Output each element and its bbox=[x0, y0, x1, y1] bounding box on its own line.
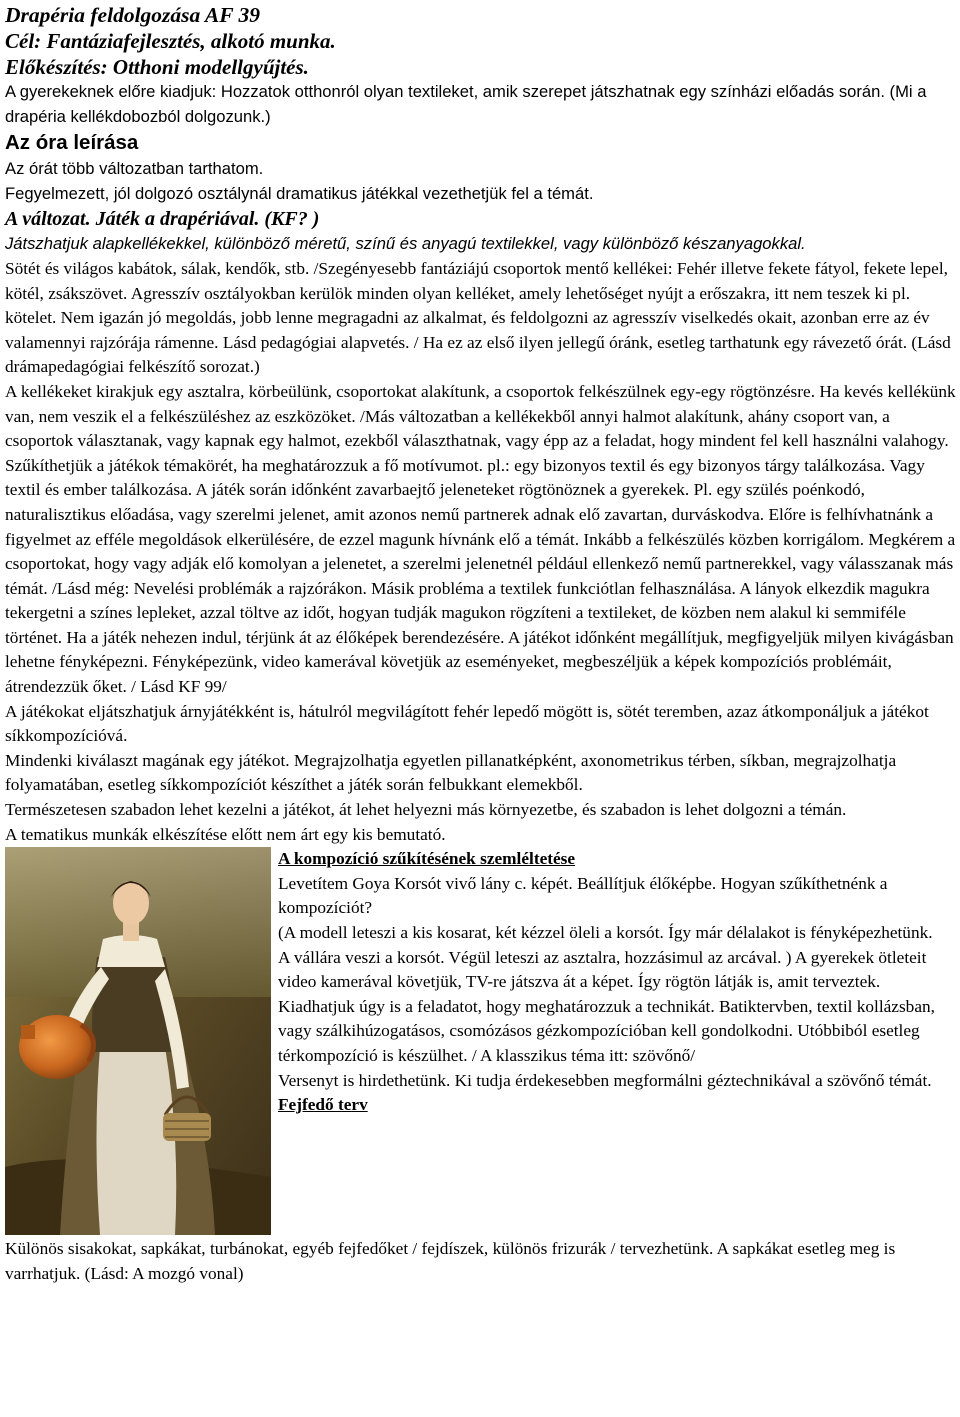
composition-paragraph-1: Levetítem Goya Korsót vivő lány c. képét. Beállítjuk élőképbe. Hogyan szűkíthetnénk a kompozíciót? bbox=[278, 873, 888, 918]
variant-heading: A változat. Játék a drapériával. (KF? ) bbox=[5, 208, 320, 231]
headwear-paragraph: Különös sisakokat, sapkákat, turbánokat, egyéb fejfedőket / fejdíszek, különös frizurák / tervezhetünk. A sapkákat esetleg meg is varrhatjuk. (Lásd: A mozgó vonal) bbox=[5, 1239, 896, 1283]
body-paragraph-4: A játékokat eljátszhatjuk árnyjátékként is, hátulról megvilágított fehér lepedő mögött is, sötét teremben, azaz átkomponáljuk a játékot síkkompozícióvá. bbox=[5, 701, 929, 746]
document-title: Drapéria feldolgozása AF 39 bbox=[5, 3, 261, 27]
goal-line: Cél: Fantáziafejlesztés, alkotó munka. bbox=[5, 29, 336, 53]
body-paragraph-1: Sötét és világos kabátok, sálak, kendők, stb. /Szegényesebb fantáziájú csoportok mentő kellékei: Fehér illetve fekete fátyol, fekete lepel, kötél, zsákszövet. Agresszív osztályokban kerülök minden olyan kelléket, amely lehetőséget nyújt a erőszakra, itt nem teszek ki pl. kötelet. Nem igazán jó megoldás, jobb lenne megragadni az alkalmat, és feldolgozni az agresszív viselkedés okait, azonban erre az év valamennyi rajzórája rámenne. Lásd pedagógiai alapvetés. / Ha ez az első ilyen jellegű óránk, esetleg tarthatunk egy rávezető órát. (Lásd drámapedagógiai felkészítő sorozat.) bbox=[5, 258, 951, 377]
body-paragraph-7: A tematikus munkák elkészítése előtt nem árt egy kis bemutató. bbox=[5, 824, 446, 844]
section-paragraph-2: Fegyelmezett, jól dolgozó osztálynál dramatikus játékkal vezethetjük fel a témát. bbox=[5, 183, 594, 203]
composition-text-column bbox=[278, 847, 958, 1118]
preparation-line: Előkészítés: Otthoni modellgyűjtés. bbox=[5, 55, 309, 79]
composition-section bbox=[5, 847, 956, 1237]
section-paragraph-1: Az órát több változatban tarthatom. bbox=[5, 159, 264, 179]
section-heading: Az óra leírása bbox=[5, 131, 139, 155]
composition-heading: A kompozíció szűkítésének szemléltetése bbox=[278, 849, 576, 869]
composition-paragraph-4: Kiadhatjuk úgy is a feladatot, hogy meghatározzuk a technikát. Batiktervben, textil kollázsban, vagy szálkihúzogatásos, csomózásos gézkompozícióban kell gondolkodni. Utóbbiból esetleg térkompozíció is készülhet. / A klasszikus téma itt: szövőnő/ bbox=[278, 996, 935, 1065]
body-paragraph-3: Szűkíthetjük a játékok témakörét, ha meghatározzuk a fő motívumot. pl.: egy bizonyos textil és egy bizonyos tárgy találkozása. Vagy textil és ember találkozása. A játék során időnként zavarbaejtő jeleneteket rögtönöznek a gyerekek. Pl. egy szülés poénkodó, naturalisztikus előadása, vagy szerelmi jelenet, amit azonos nemű partnerek adnak elő zavartan, durváskodva. Előre is felhívhatnánk a figyelmet az efféle megoldások elkerülésére, de ezzel magunk hívnánk elő a témát. Inkább a felkészülés közben korrigálom. Megkérem a csoportokat, hogy vagy adják elő komolyan a jelenetet, a szerelmi jelenetnél például ellenkező nemű partnerekkel, vagy válasszanak más témát. /Lásd még: Nevelési problémák a rajzórákon. Másik probléma a textilek funkciótlan felhasználása. A lányok elkezdik magukra tekergetni a színes lepleket, azzal töltve az időt, hogyan tudják magukon rögzíteni a textileket, de közben nem alakul ki semmiféle történet. Ha a játék nehezen indul, térjünk át az élőképek berendezésére. A játékot időnként megállítjuk, megfigyeljük milyen kivágásban lehetne fényképezni. Fényképezünk, video kamerával követjük az eseményeket, megbeszéljük a képek kompozíciós problémáit, átrendezzük őket. / Lásd KF 99/ bbox=[5, 455, 956, 697]
body-paragraph-5: Mindenki kiválaszt magának egy játékot. Megrajzolhatja egyetlen pillanatképként, axonometrikus térben, síkban, megrajzolhatja folyamatában, esetleg síkkompozíciót készíthet a játék során felbukkant elemekből. bbox=[5, 750, 897, 795]
goya-painting-image bbox=[5, 847, 271, 1235]
intro-paragraph: A gyerekeknek előre kiadjuk: Hozzatok otthonról olyan textileket, amik szerepet játszhatnak egy színházi előadás során. (Mi a drapéria kellékdobozból dolgozunk.) bbox=[5, 82, 927, 126]
headwear-heading: Fejfedő terv bbox=[278, 1095, 368, 1115]
composition-paragraph-2: (A modell leteszi a kis kosarat, két kézzel öleli a korsót. Így már délalakot is fényképezhetünk. bbox=[278, 923, 933, 942]
composition-paragraph-5: Versenyt is hirdethetünk. Ki tudja érdekesebben megformálni géztechnikával a szövőnő témát. bbox=[278, 1070, 932, 1090]
composition-paragraph-3: A vállára veszi a korsót. Végül leteszi az asztalra, hozzásimul az arcával. ) A gyerekek ötleteit video kamerával követjük, TV-re játszva át a képet. Így rögtön látják is, amit terveztek. bbox=[278, 947, 927, 992]
body-paragraph-6: Természetesen szabadon lehet kezelni a játékot, át lehet helyezni más környezetbe, és szabadon is lehet dolgozni a témán. bbox=[5, 800, 847, 820]
body-paragraph-2: A kellékeket kirakjuk egy asztalra, körbeülünk, csoportokat alakítunk, a csoportok felkészülnek egy-egy rögtönzésre. Ha kevés kellékünk van, nem veszik el a felkészüléshez az eszközöket. /Más változatban a kellékekből annyi halmot alakítunk, ahány csoport van, a csoportok választanak, vagy kapnak egy halmot, ezekből választhatnak, vagy épp az a feladat, hogy mindent fel kell használni valahogy. bbox=[5, 381, 956, 451]
variant-line-1: Játszhatjuk alapkellékekkel, különböző méretű, színű és anyagú textilekkel, vagy különböző készanyagokkal. bbox=[5, 234, 806, 254]
